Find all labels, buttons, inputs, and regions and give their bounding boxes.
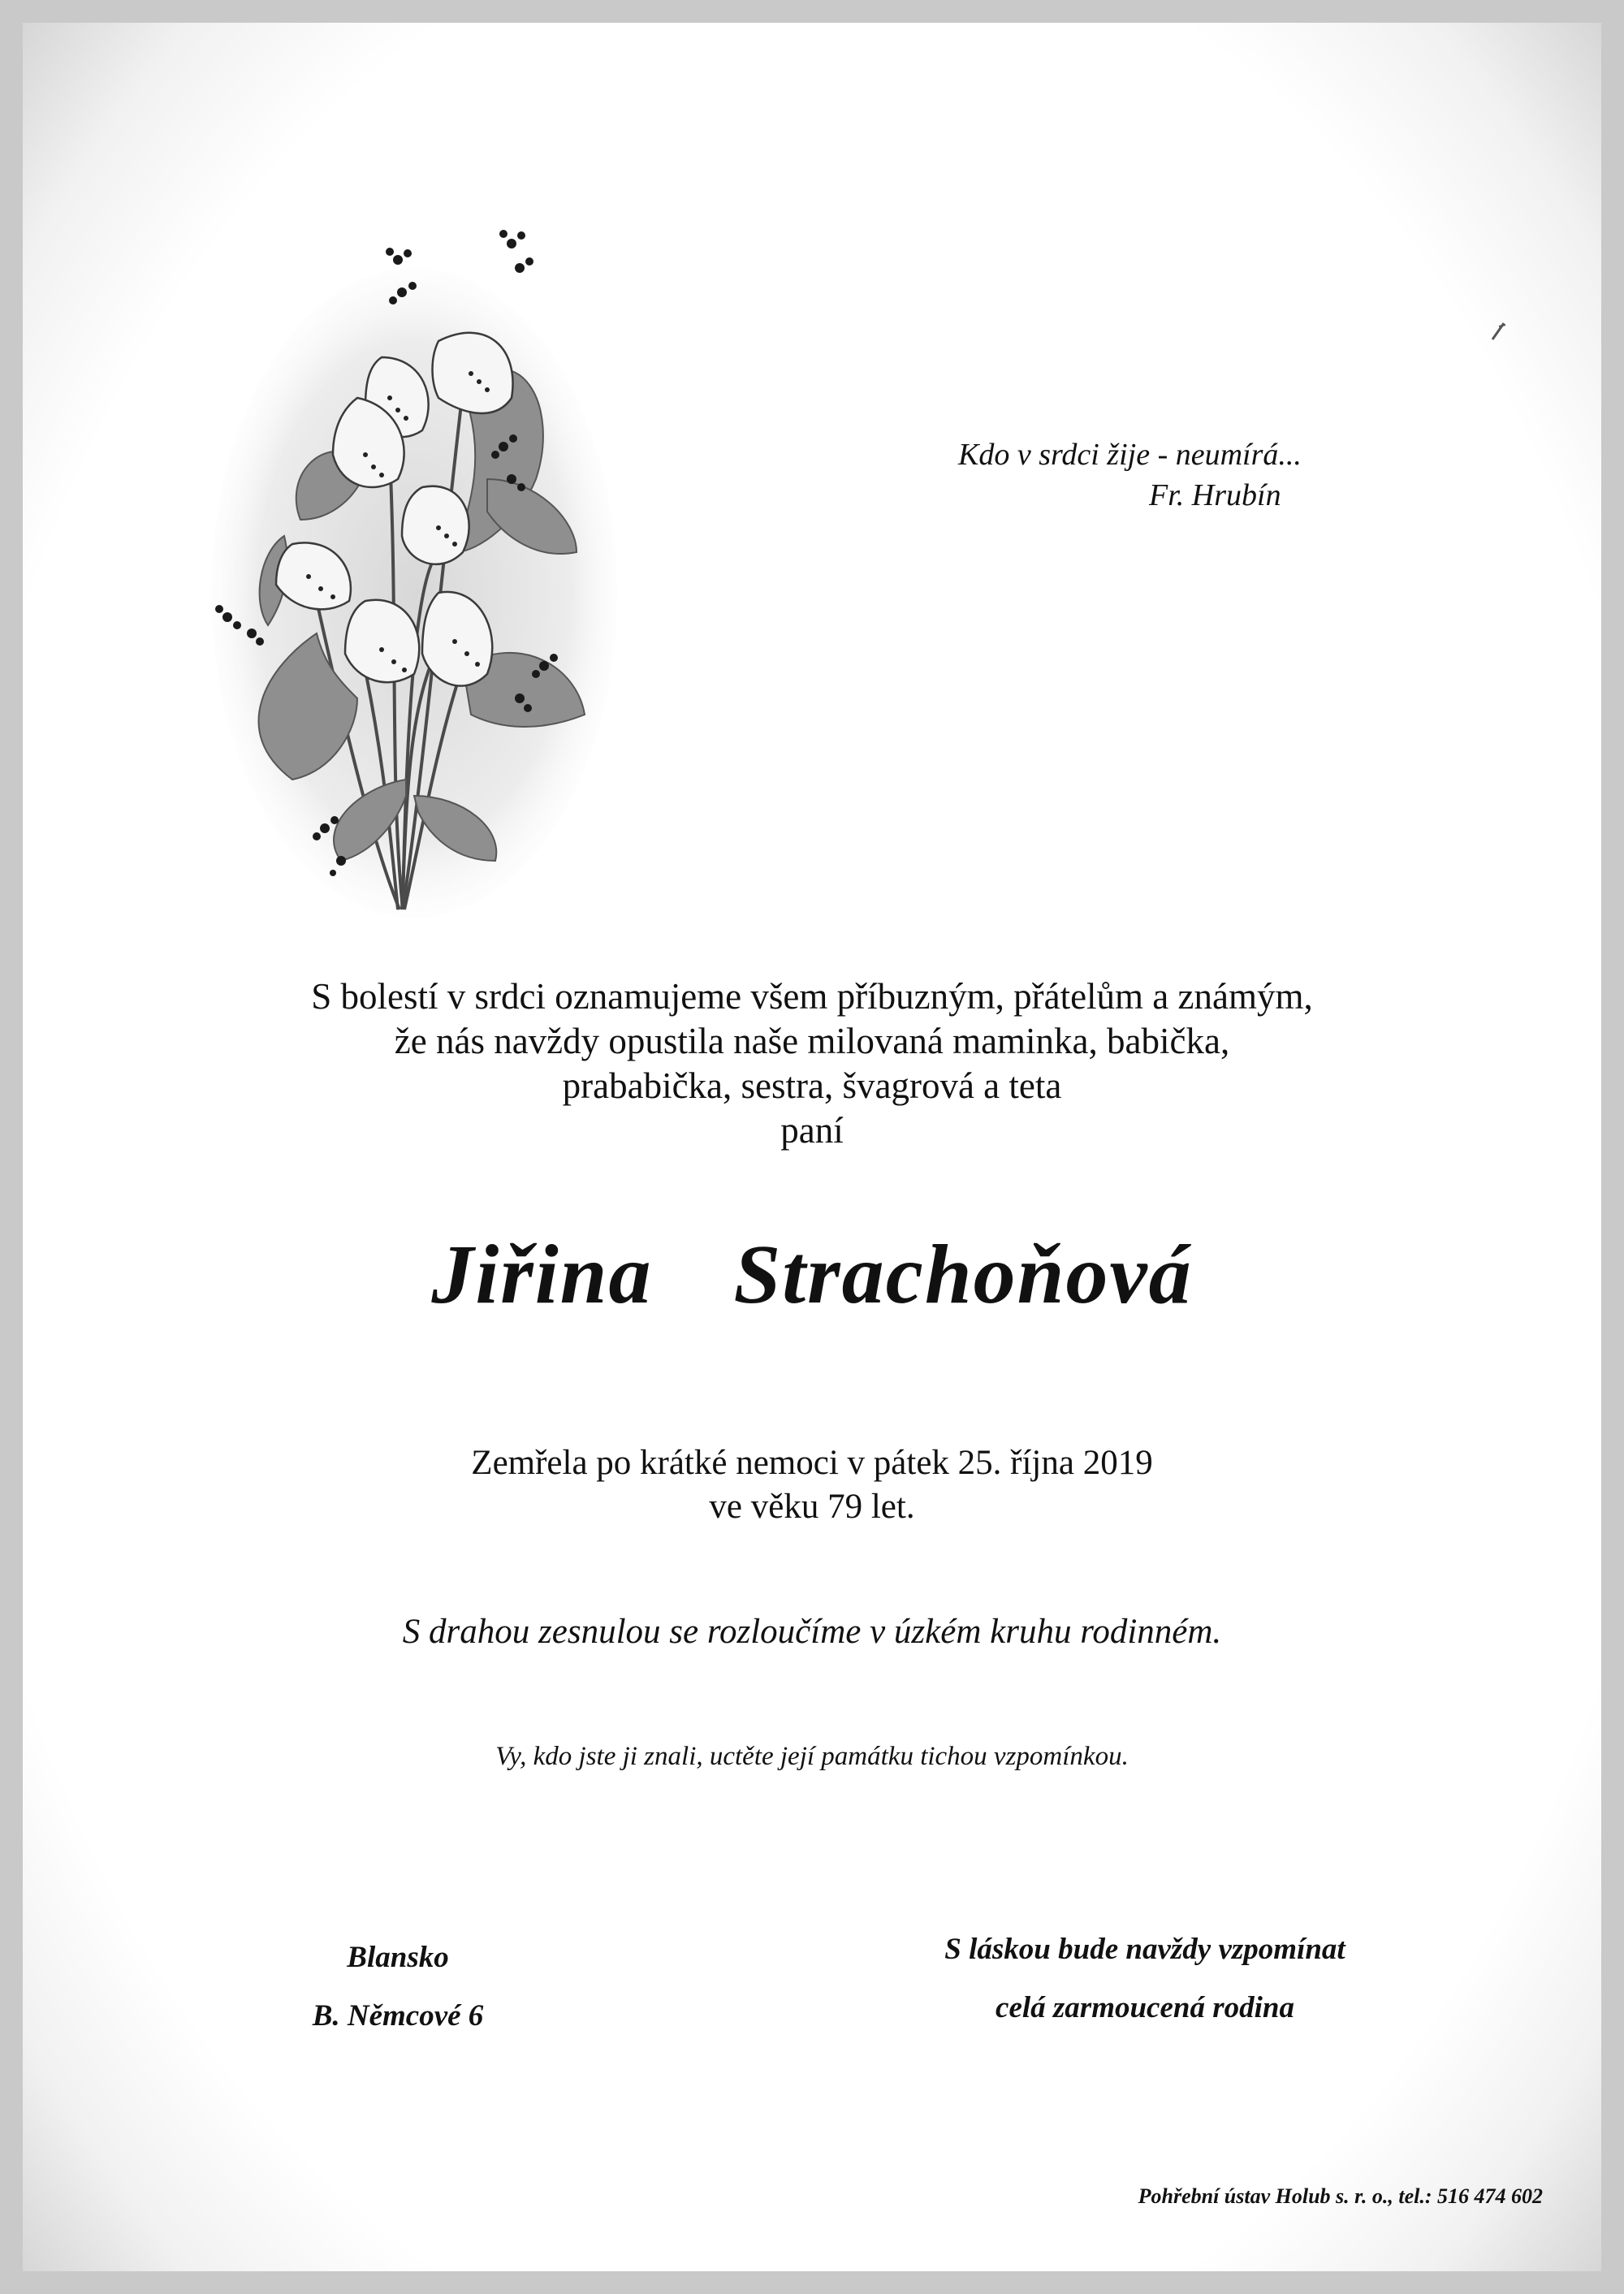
funeral-home-footer: Pohřební ústav Holub s. r. o., tel.: 516 474 602	[1138, 2184, 1543, 2208]
address-street: B. Němcové 6	[312, 1999, 484, 2033]
family-signature	[844, 1920, 1445, 2037]
deceased-name: Jiřina Strachoňová	[431, 1228, 1193, 1321]
death-date-line: Zemřela po krátké nemoci v pátek 25. října 2019	[471, 1444, 1153, 1482]
death-notice	[162, 1441, 1462, 1529]
remembrance-text: Vy, kdo jste ji znali, uctěte její památku tichou vzpomínkou.	[495, 1742, 1129, 1771]
address-block	[268, 1929, 528, 2046]
announcement-text	[162, 974, 1462, 1153]
motto-author: Fr. Hrubín	[1149, 478, 1281, 512]
announcement-line: že nás navždy opustila naše milovaná maminka, babička,	[394, 1021, 1230, 1061]
family-line: celá zarmoucená rodina	[996, 1991, 1294, 2024]
calla-lily-bouquet-illustration	[195, 211, 633, 942]
announcement-line: S bolestí v srdci oznamujeme všem příbuzným, přátelům a známým,	[311, 976, 1313, 1017]
scan-speck-icon	[1486, 318, 1510, 343]
address-city: Blansko	[347, 1941, 449, 1974]
farewell-text: S drahou zesnulou se rozloučíme v úzkém kruhu rodinném.	[402, 1613, 1222, 1651]
announcement-line: prababička, sestra, švagrová a teta	[562, 1065, 1062, 1106]
motto-quote	[812, 434, 1315, 516]
announcement-line: paní	[780, 1110, 844, 1151]
motto-text: Kdo v srdci žije - neumírá...	[958, 438, 1302, 472]
family-line: S láskou bude navždy vzpomínat	[944, 1933, 1345, 1966]
death-age-line: ve věku 79 let.	[709, 1488, 915, 1526]
